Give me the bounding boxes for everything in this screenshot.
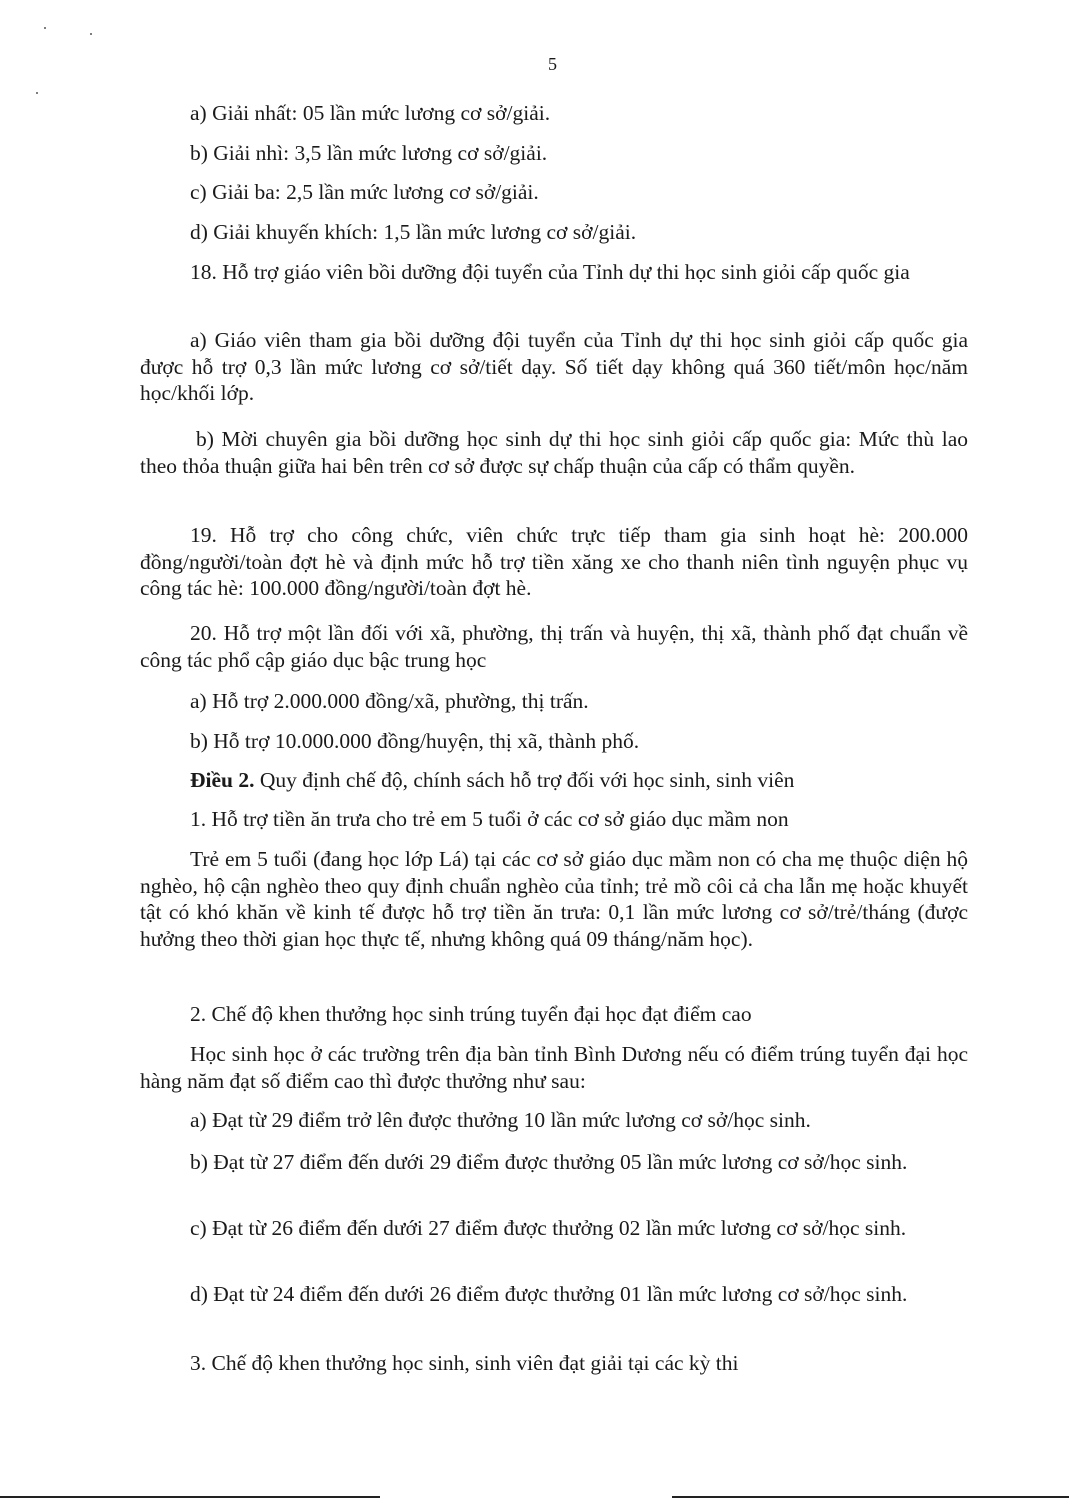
article-2-label: Điều 2. (190, 768, 255, 792)
footer-rule-left (0, 1496, 380, 1498)
paragraph: 20. Hỗ trợ một lần đối với xã, phường, thị trấn và huyện, thị xã, thành phố đạt chuẩn về công tác phổ cập giáo dục bậc trung học (140, 621, 968, 672)
paragraph: 19. Hỗ trợ cho công chức, viên chức trực tiếp tham gia sinh hoạt hè: 200.000 đồng/người/toàn đợt hè và định mức hỗ trợ tiền xăng xe cho thanh niên tình nguyện phục vụ công tác hè: 100.000 đồng/người/toàn đợt hè. (140, 523, 968, 600)
paragraph: a) Hỗ trợ 2.000.000 đồng/xã, phường, thị trấn. (190, 689, 589, 713)
article-2-heading (140, 767, 968, 794)
paragraph: 3. Chế độ khen thưởng học sinh, sinh viên đạt giải tại các kỳ thi (190, 1351, 739, 1375)
paragraph: d) Đạt từ 24 điểm đến dưới 26 điểm được thưởng 01 lần mức lương cơ sở/học sinh. (190, 1282, 908, 1306)
paragraph: b) Hỗ trợ 10.000.000 đồng/huyện, thị xã, thành phố. (190, 729, 640, 753)
paragraph: 2. Chế độ khen thưởng học sinh trúng tuyển đại học đạt điểm cao (190, 1002, 752, 1026)
page-number: 5 (548, 54, 557, 74)
paragraph: c) Giải ba: 2,5 lần mức lương cơ sở/giải. (190, 180, 539, 204)
paragraph: Học sinh học ở các trường trên địa bàn tỉnh Bình Dương nếu có điểm trúng tuyển đại học hàng năm đạt số điểm cao thì được thưởng như sau: (140, 1042, 968, 1093)
paragraph: Trẻ em 5 tuổi (đang học lớp Lá) tại các cơ sở giáo dục mầm non có cha mẹ thuộc diện hộ nghèo, hộ cận nghèo theo quy định chuẩn nghèo của tỉnh; trẻ mồ côi cả cha lẫn mẹ hoặc khuyết tật có khó khăn về kinh tế được hỗ trợ tiền ăn trưa: 0,1 lần mức lương cơ sở/trẻ/tháng (được hưởng theo thời gian học thực tế, nhưng không quá 09 tháng/năm học). (140, 847, 968, 951)
paragraph: 18. Hỗ trợ giáo viên bồi dưỡng đội tuyển của Tỉnh dự thi học sinh giỏi cấp quốc gia (190, 260, 910, 284)
paragraph: d) Giải khuyến khích: 1,5 lần mức lương cơ sở/giải. (190, 220, 637, 244)
paragraph: b) Đạt từ 27 điểm đến dưới 29 điểm được thưởng 05 lần mức lương cơ sở/học sinh. (190, 1150, 908, 1174)
paragraph: a) Giáo viên tham gia bồi dưỡng đội tuyển của Tỉnh dự thi học sinh giỏi cấp quốc gia được hỗ trợ 0,3 lần mức lương cơ sở/tiết dạy. Số tiết dạy không quá 360 tiết/môn học/năm học/khối lớp. (140, 328, 968, 405)
paragraph: b) Mời chuyên gia bồi dưỡng học sinh dự thi học sinh giỏi cấp quốc gia: Mức thù lao theo thỏa thuận giữa hai bên trên cơ sở được sự chấp thuận của cấp có thẩm quyền. (140, 427, 968, 478)
scan-speck (44, 27, 46, 29)
paragraph: 1. Hỗ trợ tiền ăn trưa cho trẻ em 5 tuổi ở các cơ sở giáo dục mầm non (190, 807, 789, 831)
footer-rule-right (672, 1496, 1069, 1498)
article-2-title: Quy định chế độ, chính sách hỗ trợ đối với học sinh, sinh viên (254, 768, 795, 792)
scan-speck (36, 92, 38, 94)
paragraph: c) Đạt từ 26 điểm đến dưới 27 điểm được thưởng 02 lần mức lương cơ sở/học sinh. (190, 1216, 907, 1240)
paragraph: a) Giải nhất: 05 lần mức lương cơ sở/giải. (190, 101, 551, 125)
paragraph: b) Giải nhì: 3,5 lần mức lương cơ sở/giải. (190, 141, 548, 165)
scan-speck (90, 33, 92, 35)
paragraph: a) Đạt từ 29 điểm trở lên được thưởng 10 lần mức lương cơ sở/học sinh. (190, 1108, 811, 1132)
